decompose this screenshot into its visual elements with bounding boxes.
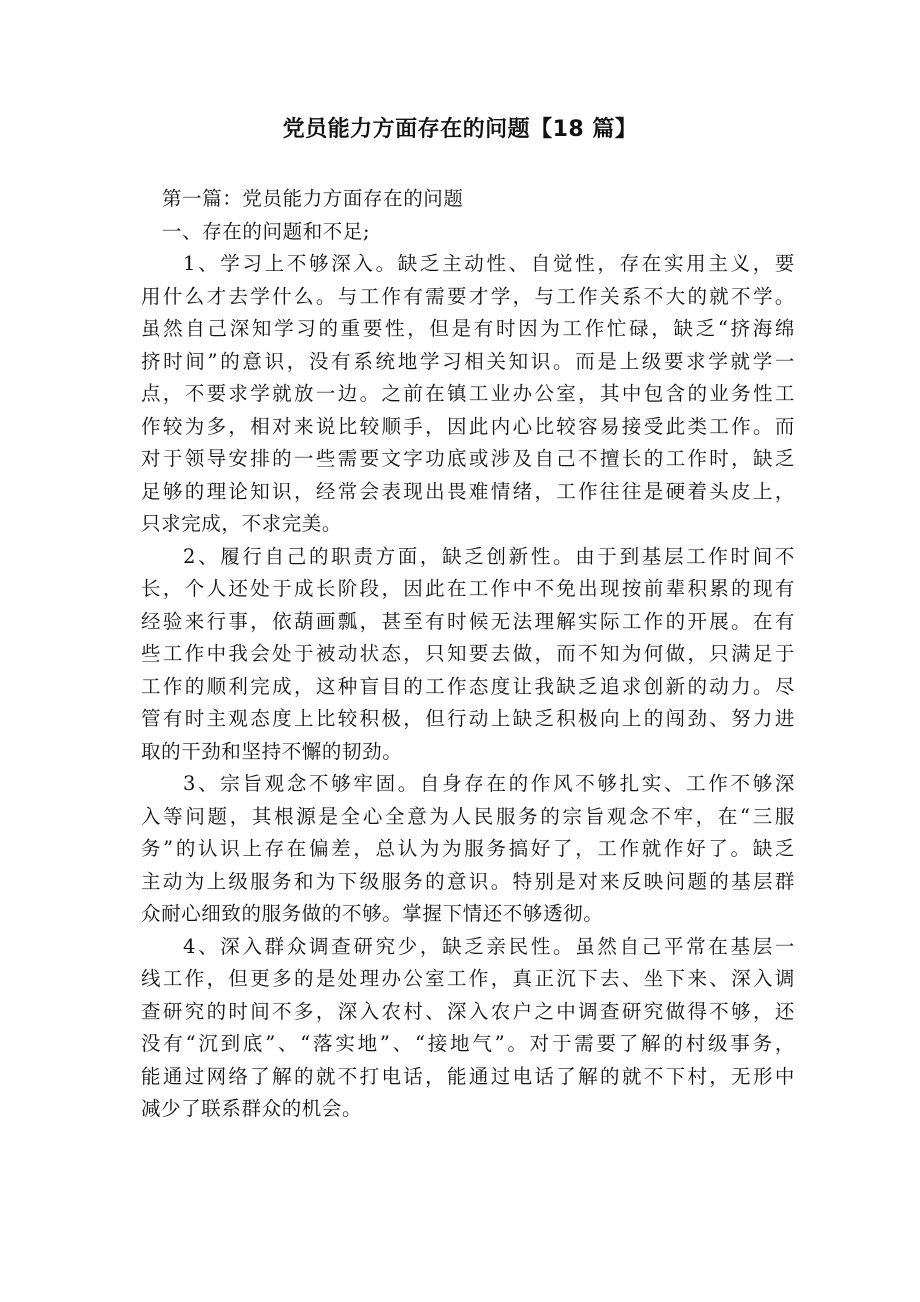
text-line: 对于领导安排的一些需要文字功底或涉及自己不擅长的工作时，缺乏 (141, 447, 795, 470)
text-line: 减少了联系群众的机会。 (141, 1097, 363, 1120)
text-line: 挤时间”的意识，没有系统地学习相关知识。而是上级要求学就学一 (141, 349, 795, 373)
text-line: 作较为多，相对来说比较顺手，因此内心比较容易接受此类工作。而 (141, 414, 795, 438)
text-line: 众耐心细致的服务做的不够。掌握下情还不够透彻。 (141, 902, 604, 925)
text-line: 只求完成，不求完美。 (141, 512, 343, 535)
text-line: 没有“沉到底”、“落实地”、“接地气”。对于需要了解的村级事务， (141, 1032, 795, 1055)
text-line: 长，个人还处于成长阶段，因此在工作中不免出现按前辈积累的现有 (141, 577, 795, 600)
text-line: 3、宗旨观念不够牢固。自身存在的作风不够扎实、工作不够深 (183, 772, 795, 795)
page-title: 党员能力方面存在的问题【18 篇】 (282, 117, 638, 142)
text-line: 些工作中我会处于被动状态，只知要去做，而不知为何做，只满足于 (141, 642, 795, 665)
paragraph-2 (141, 541, 795, 769)
text-line: 管有时主观态度上比较积极，但行动上缺乏积极向上的闯劲、努力进 (141, 707, 795, 730)
text-line: 经验来行事，依葫画瓢，甚至有时候无法理解实际工作的开展。在有 (141, 609, 795, 633)
text-line: 取的干劲和坚持不懈的韧劲。 (141, 739, 403, 763)
text-line: 足够的理论知识，经常会表现出畏难情绪，工作往往是硬着头皮上， (141, 479, 795, 503)
text-line: 点，不要求学就放一边。之前在镇工业办公室，其中包含的业务性工 (141, 382, 795, 405)
text-line: 工作的顺利完成，这种盲目的工作态度让我缺乏追求创新的动力。尽 (141, 674, 795, 698)
text-line: 主动为上级服务和为下级服务的意识。特别是对来反映问题的基层群 (141, 869, 795, 893)
paragraph-1 (141, 248, 795, 541)
document-body (141, 183, 795, 1126)
text-line: 查研究的时间不多，深入农村、深入农户之中调查研究做得不够，还 (141, 999, 795, 1023)
text-line: 能通过网络了解的就不打电话，能通过电话了解的就不下村，无形中 (141, 1064, 795, 1088)
text-line: 1、学习上不够深入。缺乏主动性、自觉性，存在实用主义，要 (183, 252, 795, 275)
text-line: 用什么才去学什么。与工作有需要才学，与工作关系不大的就不学。 (141, 284, 795, 308)
text-line: 2、履行自己的职责方面，缺乏创新性。由于到基层工作时间不 (183, 544, 795, 568)
text-line: 入等问题，其根源是全心全意为人民服务的宗旨观念不牢，在“三服 (141, 804, 795, 828)
text-line: 4、深入群众调查研究少，缺乏亲民性。虽然自己平常在基层一 (183, 934, 795, 958)
subheading: 一、存在的问题和不足; (162, 219, 371, 243)
text-line: 线工作，但更多的是处理办公室工作，真正沉下去、坐下来、深入调 (141, 967, 795, 990)
paragraph-3 (141, 768, 795, 931)
paragraph-4 (141, 931, 795, 1126)
text-line: 务”的认识上存在偏差，总认为为服务搞好了，工作就作好了。缺乏 (141, 837, 795, 860)
section-heading: 第一篇：党员能力方面存在的问题 (162, 187, 464, 210)
text-line: 虽然自己深知学习的重要性，但是有时因为工作忙碌，缺乏“挤海绵 (141, 317, 795, 340)
